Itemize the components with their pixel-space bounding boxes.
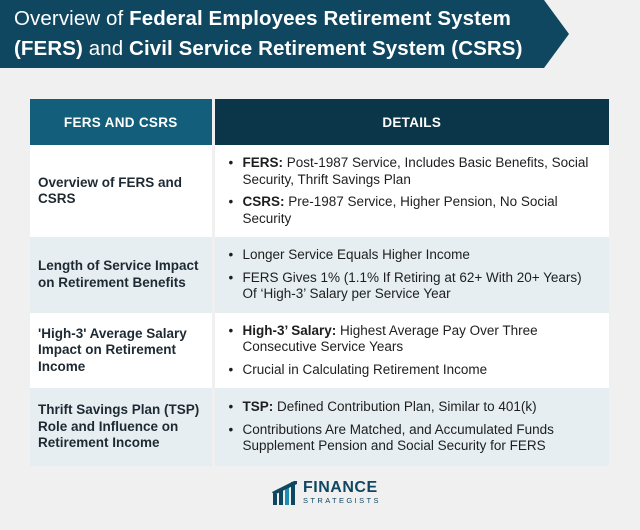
table-row <box>30 145 609 237</box>
comparison-table <box>30 99 609 466</box>
table-row <box>30 388 609 466</box>
table-row <box>30 237 609 313</box>
list-item <box>229 362 600 379</box>
list-item <box>229 323 600 356</box>
item-text: Pre-1987 Service, Higher Pension, No Social Security <box>242 194 558 226</box>
title-line2-light: and <box>88 37 124 60</box>
table-header-row <box>30 99 609 145</box>
item-text: Crucial in Calculating Retirement Income <box>242 361 488 377</box>
finance-strategists-logo <box>272 480 381 506</box>
item-key: High-3’ Salary: <box>242 322 337 338</box>
list-item <box>229 270 600 303</box>
item-key: CSRS: <box>242 194 285 209</box>
item-text: Post-1987 Service, Includes Basic Benefits, Social Security, Thrift Savings Plan <box>242 155 589 187</box>
list-item <box>229 247 600 264</box>
item-text: Highest Average Pay Over Three Consecutive Service Years <box>242 322 538 354</box>
row-details <box>213 313 609 389</box>
details-list <box>229 247 600 303</box>
title-line2-bold-a: (FERS) <box>14 37 83 60</box>
column-header-details: DETAILS <box>213 99 609 145</box>
list-item <box>229 422 600 455</box>
list-item <box>229 399 600 416</box>
title-line1-bold: Federal Employees Retirement System <box>129 7 511 30</box>
row-label: Overview of FERS and CSRS <box>30 145 213 237</box>
logo-name: FINANCE <box>303 479 378 496</box>
logo-text <box>303 480 381 506</box>
details-list <box>229 399 600 455</box>
row-label: Length of Service Impact on Retirement Benefits <box>30 237 213 313</box>
row-details <box>213 145 609 237</box>
item-text: Defined Contribution Plan, Similar to 401(k) <box>273 399 537 415</box>
item-key: TSP: <box>242 399 274 415</box>
logo-subtitle: STRATEGISTS <box>303 496 381 505</box>
column-header-fers-csrs: FERS AND CSRS <box>30 99 213 145</box>
title-line2-bold-b: Civil Service Retirement System (CSRS) <box>129 37 523 60</box>
item-text: Longer Service Equals Higher Income <box>242 247 470 262</box>
item-key: FERS: <box>242 155 283 170</box>
list-item <box>229 194 600 227</box>
details-list <box>229 323 600 379</box>
page-title <box>14 4 523 64</box>
row-details <box>213 237 609 313</box>
item-text: FERS Gives 1% (1.1% If Retiring at 62+ With 20+ Years) Of ‘High-3’ Salary per Service Year <box>242 269 582 301</box>
table-row <box>30 313 609 389</box>
title-line1-light: Overview of <box>14 7 124 30</box>
logo-mark-icon <box>272 480 298 506</box>
details-list <box>229 155 600 227</box>
row-label: 'High-3' Average Salary Impact on Retirement Income <box>30 313 213 389</box>
item-text: Contributions Are Matched, and Accumulated Funds Supplement Pension and Social Security for FERS <box>242 421 554 454</box>
row-details <box>213 388 609 466</box>
list-item <box>229 155 600 188</box>
row-label: Thrift Savings Plan (TSP) Role and Influence on Retirement Income <box>30 388 213 466</box>
